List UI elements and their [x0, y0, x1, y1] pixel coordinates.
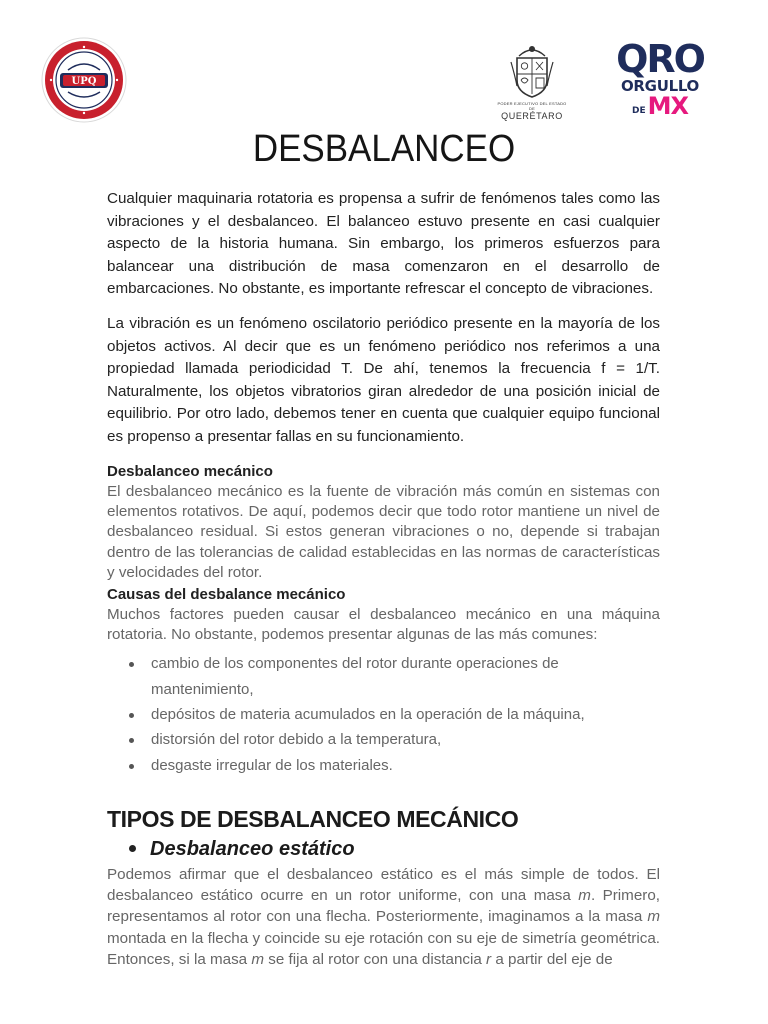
upq-logo — [40, 36, 128, 124]
list-item: cambio de los componentes del rotor durante operaciones de mantenimiento, — [129, 651, 660, 702]
causes-list — [107, 651, 660, 777]
static-paragraph: Podemos afirmar que el desbalanceo estático es el más simple de todos. El desbalanceo estático ocurre en un rotor uniforme, con una masa m. Primero, representamos al rotor con una flecha. Posteriormente, imaginamos a la masa m montada en la flecha y coincide su eje rotación con su eje de simetría geométrica. Entonces, si la masa m se fija al rotor con una distancia r a partir del eje de — [107, 865, 660, 969]
mechanical-heading: Desbalanceo mecánico — [107, 462, 273, 480]
static-unbalance-heading — [129, 836, 660, 862]
causes-heading: Causas del desbalance mecánico — [107, 585, 346, 603]
seal-caption-name: QUERÉTARO — [501, 111, 563, 121]
list-item: distorsión del rotor debido a la temperatura, — [129, 727, 660, 752]
intro-paragraph-1: Cualquier maquinaria rotatoria es propensa a sufrir de fenómenos tales como las vibraciones y el desbalanceo. El balanceo estuvo presente en casi cualquier aspecto de la historia humana. Sin embargo, los primeros esfuerzos para balancear una distribución de masa comenzaron en el desarrollo de embarcaciones. No obstante, es importante refrescar el concepto de vibraciones. — [107, 190, 660, 298]
types-heading: TIPOS DE DESBALANCEO MECÁNICO — [107, 805, 519, 832]
brand-mx-text: MX — [647, 92, 688, 120]
document-body — [107, 188, 660, 970]
static-heading-text: Desbalanceo estático — [150, 837, 355, 860]
intro-paragraph-2: La vibración es un fenómeno oscilatorio periódico presente en la mayoría de los objetos activos. Al decir que es un fenómeno periódico nos referimos a una propiedad llamada periodicidad T. De ahí, tenemos la frecuencia f = 1/T. Naturalmente, los objetos vibratorios giran alrededor de una posición inicial de equilibrio. Por otro lado, debemos tener en cuenta que cualquier equipo funcional es propenso a presentar fallas en su funcionamiento. — [107, 314, 660, 445]
brand-qro-text: QRO — [616, 37, 704, 81]
document-title: DESBALANCEO — [252, 128, 516, 170]
brand-de-text: DE — [631, 106, 646, 116]
brand-orgullo-text: ORGULLO — [620, 77, 700, 95]
coat-of-arms-icon — [509, 42, 555, 100]
mechanical-paragraph: El desbalanceo mecánico es la fuente de vibración más común en sistemas con elementos rotativos. De aquí, podemos decir que todo rotor mantiene un nivel de desbalanceo residual. Si estos generan vibraciones o no, depende si trabajan dentro de las tolerancias de calidad establecidas en las normas de características y velocidades del rotor. — [107, 482, 660, 582]
list-item: depósitos de materia acumulados en la operación de la máquina, — [129, 702, 660, 727]
upq-seal-icon — [40, 36, 128, 124]
upq-logo-text: UPQ — [71, 76, 97, 87]
causes-paragraph: Muchos factores pueden causar el desbalanceo mecánico en una máquina rotatoria. No obstante, podemos presentar algunas de las más comunes: — [107, 605, 660, 643]
queretaro-seal — [494, 42, 570, 124]
seal-caption-small: PODER EJECUTIVO DEL ESTADO DE — [497, 101, 567, 111]
qro-orgullo-logo — [612, 37, 708, 124]
bullet-icon — [129, 845, 136, 852]
list-item: desgaste irregular de los materiales. — [129, 753, 660, 778]
